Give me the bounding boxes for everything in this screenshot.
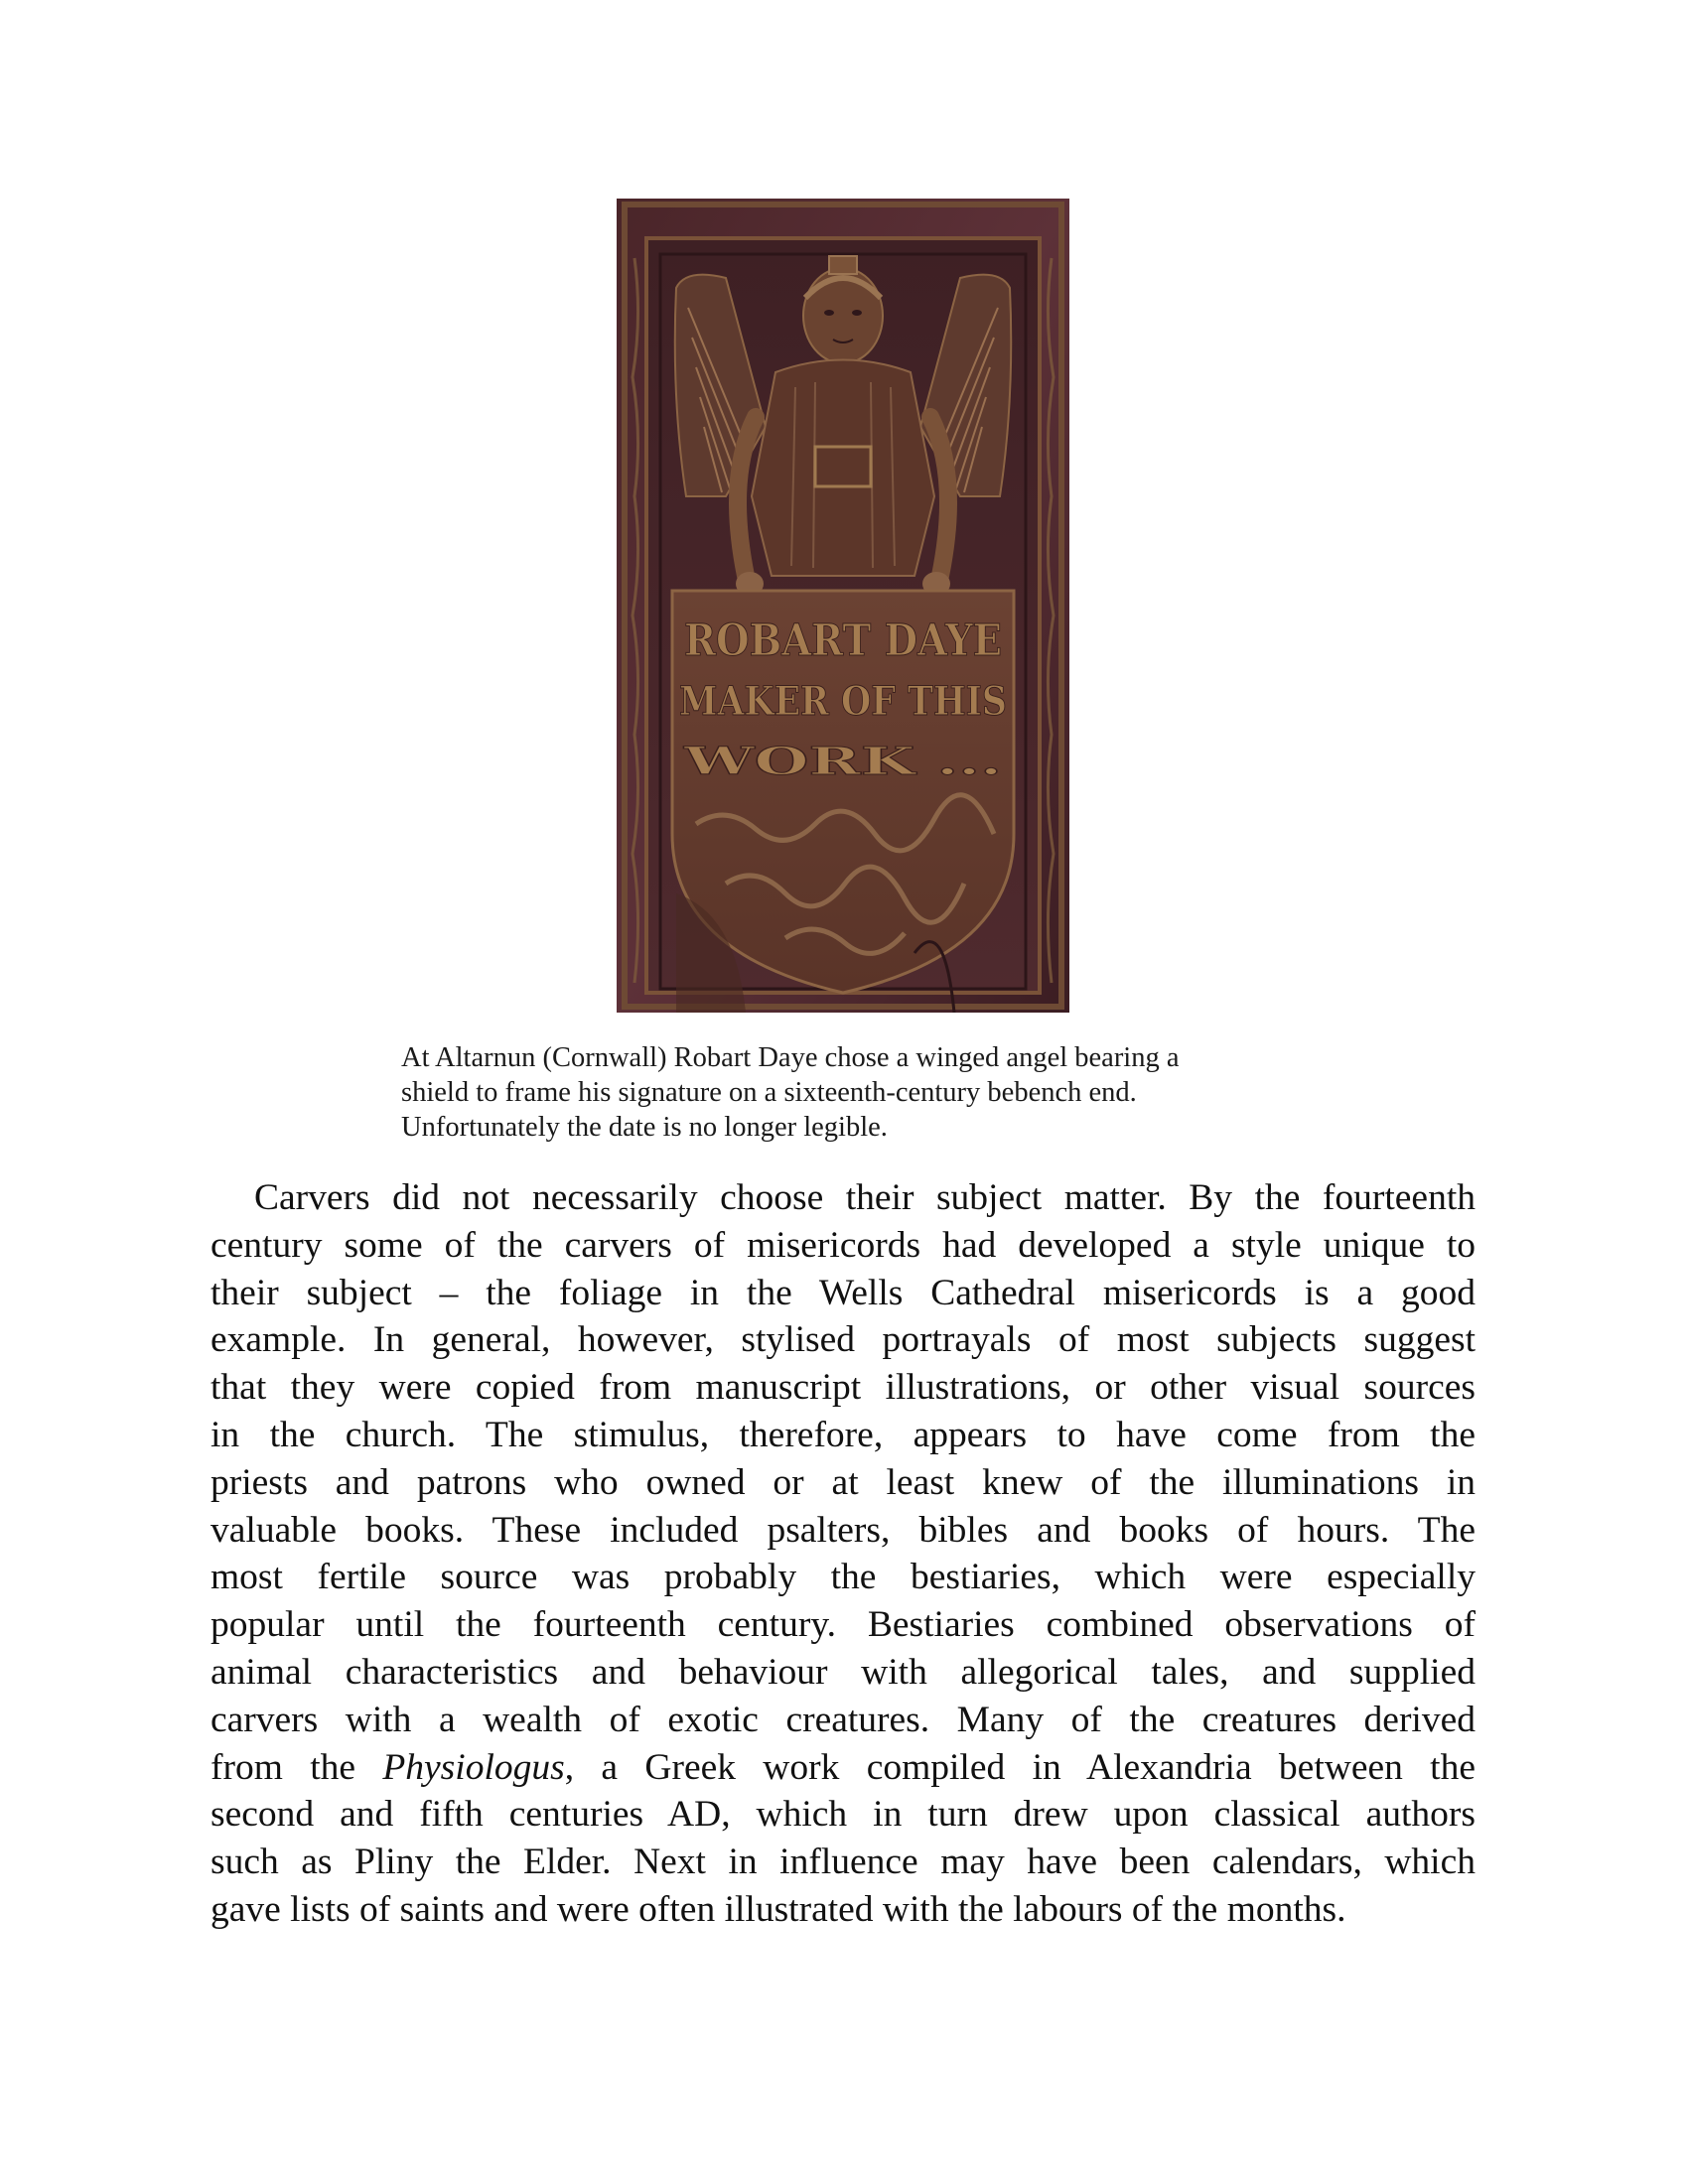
book-title-italic: Physiologus — [382, 1746, 565, 1788]
paragraph-line: century some of the carvers of misericords had developed a style unique to — [211, 1224, 1476, 1266]
bench-end-photo — [617, 199, 1069, 1013]
inscription-line-2: MAKER OF THIS — [679, 678, 1007, 725]
paragraph-line-with-italic — [211, 1744, 1476, 1792]
paragraph-line: carvers with a wealth of exotic creatures. Many of the creatures derived — [211, 1699, 1476, 1740]
paragraph-line: most fertile source was probably the bestiaries, which were especially — [211, 1557, 1476, 1598]
caption-line: shield to frame his signature on a sixteenth-century bebench end. — [401, 1077, 1137, 1108]
paragraph-line: priests and patrons who owned or at least knew of the illuminations in — [211, 1461, 1476, 1503]
line-segment: from the — [211, 1746, 383, 1788]
caption-line: Unfortunately the date is no longer legible. — [401, 1112, 888, 1143]
paragraph-line: that they were copied from manuscript illustrations, or other visual sources — [211, 1367, 1476, 1409]
body-paragraph — [211, 1174, 1476, 1934]
figure-caption — [401, 1040, 1295, 1145]
paragraph-line: Carvers did not necessarily choose their subject matter. By the fourteenth — [254, 1177, 1476, 1218]
paragraph-line: their subject – the foliage in the Wells Cathedral misericords is a good — [211, 1272, 1476, 1313]
line-segment: , a Greek work compiled in Alexandria between the — [564, 1746, 1476, 1788]
paragraph-line: valuable books. These included psalters, bibles and books of hours. The — [211, 1509, 1476, 1551]
paragraph-line: in the church. The stimulus, therefore, appears to have come from the — [211, 1414, 1476, 1455]
inscription-line-3: WORK ... — [682, 739, 1002, 783]
caption-line: At Altarnun (Cornwall) Robart Daye chose a winged angel bearing a — [401, 1042, 1180, 1073]
paragraph-line: popular until the fourteenth century. Bestiaries combined observations of — [211, 1604, 1476, 1646]
paragraph-line: example. In general, however, stylised portrayals of most subjects suggest — [211, 1319, 1476, 1361]
paragraph-line: animal characteristics and behaviour with allegorical tales, and supplied — [211, 1651, 1476, 1693]
paragraph-line: second and fifth centuries AD, which in turn drew upon classical authors — [211, 1794, 1476, 1836]
paragraph-line: gave lists of saints and were often illustrated with the labours of the months. — [211, 1888, 1346, 1930]
carved-angel-image — [617, 199, 1069, 1013]
inscription-line-1: ROBART DAYE — [684, 615, 1002, 666]
paragraph-line: such as Pliny the Elder. Next in influence may have been calendars, which — [211, 1842, 1476, 1883]
